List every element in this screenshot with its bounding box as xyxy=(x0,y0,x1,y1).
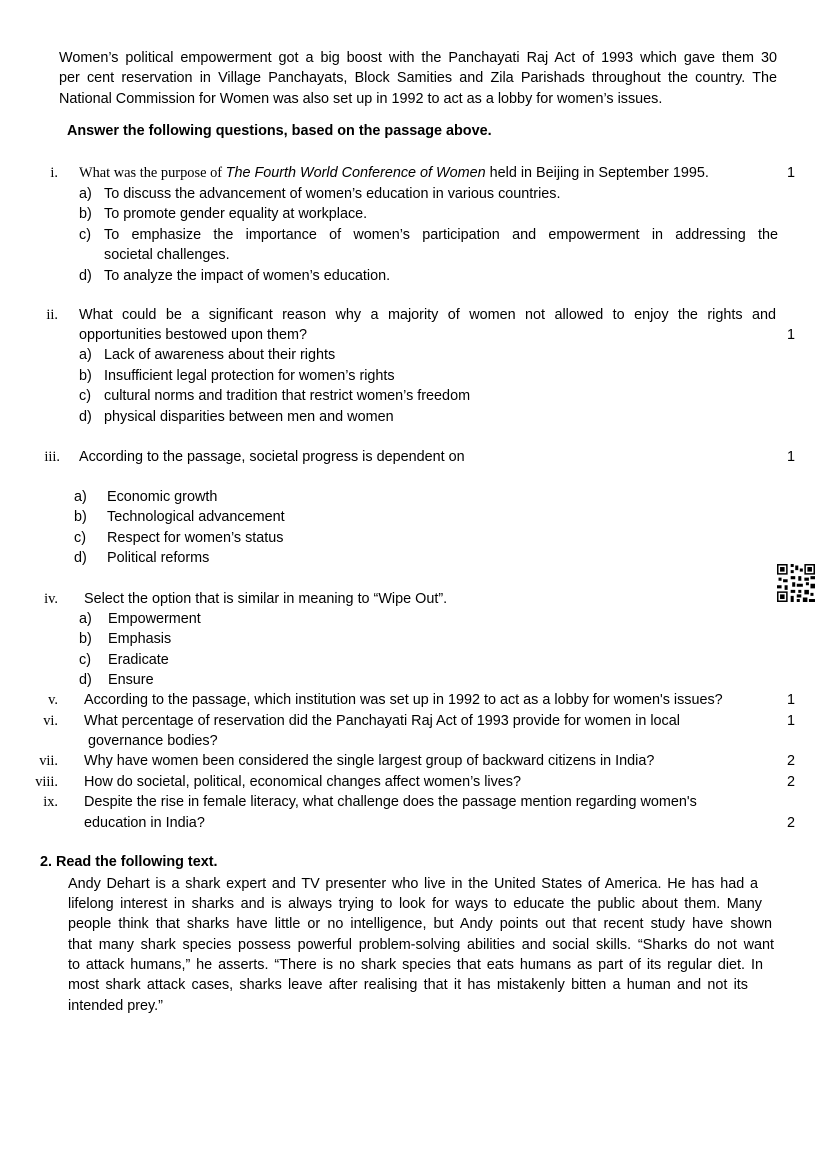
question-marks: 1 xyxy=(787,449,796,465)
option-label: d) xyxy=(79,268,92,284)
option-text: Political reforms xyxy=(107,550,210,566)
question-marks: 1 xyxy=(787,165,796,181)
question-number: iv. xyxy=(44,591,58,607)
question-number: i. xyxy=(50,165,58,181)
question-number: viii. xyxy=(35,774,58,790)
question-text: Despite the rise in female literacy, what challenge does the passage mention regarding women's xyxy=(84,794,697,810)
option-label: b) xyxy=(79,368,92,384)
option-text: To promote gender equality at workplace. xyxy=(104,206,368,222)
option-label: c) xyxy=(79,388,91,404)
option-label: c) xyxy=(74,530,86,546)
question-text: Why have women been considered the single largest group of backward citizens in India? xyxy=(84,753,655,769)
question-text: What was the purpose of The Fourth World Conference of Women held in Beijing in September 1995. xyxy=(79,165,709,181)
section-text-line: lifelong interest in sharks and is always trying to look for ways to educate the public about them. Many xyxy=(68,896,762,912)
section-text-line: Andy Dehart is a shark expert and TV presenter who live in the United States of America. He has had a xyxy=(68,876,758,892)
question-number: ii. xyxy=(46,307,58,323)
question-marks: 2 xyxy=(787,774,796,790)
option-label: c) xyxy=(79,652,91,668)
option-text: Eradicate xyxy=(108,652,169,668)
section-text-line: most shark attack cases, sharks leave after realising that it has mistakenly bitten a human and not its xyxy=(68,977,748,993)
question-number: v. xyxy=(48,692,58,708)
question-marks: 1 xyxy=(787,692,796,708)
section-text-line: that many shark species possess powerful problem-solving abilities and social skills. “Sharks do not want xyxy=(68,937,774,953)
passage-line: National Commission for Women was also set up in 1992 to act as a lobby for women’s issues. xyxy=(59,91,663,107)
question-text: According to the passage, societal progress is dependent on xyxy=(79,449,465,465)
option-label: d) xyxy=(79,409,92,425)
question-number: ix. xyxy=(43,794,58,810)
question-text: What percentage of reservation did the Panchayati Raj Act of 1993 provide for women in local xyxy=(84,713,680,729)
option-text: To emphasize the importance of women’s participation and empowerment in addressing the xyxy=(104,227,778,243)
option-label: b) xyxy=(74,509,87,525)
question-number: vi. xyxy=(43,713,58,729)
option-text-continued: societal challenges. xyxy=(104,247,230,263)
option-text: cultural norms and tradition that restrict women’s freedom xyxy=(104,388,471,404)
option-text: Lack of awareness about their rights xyxy=(104,347,336,363)
passage-line: Women’s political empowerment got a big boost with the Panchayati Raj Act of 1993 which gave them 30 xyxy=(59,50,777,66)
question-text: According to the passage, which institution was set up in 1992 to act as a lobby for women's issues? xyxy=(84,692,723,708)
option-label: d) xyxy=(79,672,92,688)
section-heading: 2. Read the following text. xyxy=(40,854,218,870)
section-text-line: to attack humans,” he asserts. “There is no shark species that eats humans as part of its regular diet. In xyxy=(68,957,763,973)
section-text-line: intended prey.” xyxy=(68,998,163,1014)
option-text: Emphasis xyxy=(108,631,172,647)
section-text-line: people think that sharks have little or no intelligence, but Andy points out that recent study have shown xyxy=(68,916,772,932)
qr-code-icon xyxy=(777,564,815,602)
question-marks: 2 xyxy=(787,815,796,831)
question-marks: 2 xyxy=(787,753,796,769)
question-text-continued: opportunities bestowed upon them? xyxy=(79,327,308,343)
option-label: a) xyxy=(79,611,92,627)
option-label: d) xyxy=(74,550,87,566)
option-text: Insufficient legal protection for women’s rights xyxy=(104,368,395,384)
option-label: b) xyxy=(79,206,92,222)
option-text: physical disparities between men and women xyxy=(104,409,394,425)
option-label: a) xyxy=(74,489,87,505)
option-text: To discuss the advancement of women’s education in various countries. xyxy=(104,186,561,202)
question-text-continued: governance bodies? xyxy=(88,733,218,749)
instruction-heading: Answer the following questions, based on the passage above. xyxy=(67,123,492,139)
question-text: How do societal, political, economical changes affect women’s lives? xyxy=(84,774,522,790)
option-text: Ensure xyxy=(108,672,154,688)
question-text-continued: education in India? xyxy=(84,815,205,831)
option-label: b) xyxy=(79,631,92,647)
option-text: To analyze the impact of women’s education. xyxy=(104,268,391,284)
option-label: c) xyxy=(79,227,91,243)
question-text: Select the option that is similar in meaning to “Wipe Out”. xyxy=(84,591,448,607)
passage-line: per cent reservation in Village Panchayats, Block Samities and Zila Parishads throughout the country. The xyxy=(59,70,777,86)
option-label: a) xyxy=(79,347,92,363)
option-text: Empowerment xyxy=(108,611,201,627)
question-number: vii. xyxy=(39,753,58,769)
option-text: Economic growth xyxy=(107,489,218,505)
question-text: What could be a significant reason why a majority of women not allowed to enjoy the rights and xyxy=(79,307,776,323)
question-number: iii. xyxy=(44,449,60,465)
option-label: a) xyxy=(79,186,92,202)
option-text: Technological advancement xyxy=(107,509,285,525)
question-marks: 1 xyxy=(787,713,796,729)
question-marks: 1 xyxy=(787,327,796,343)
option-text: Respect for women’s status xyxy=(107,530,284,546)
